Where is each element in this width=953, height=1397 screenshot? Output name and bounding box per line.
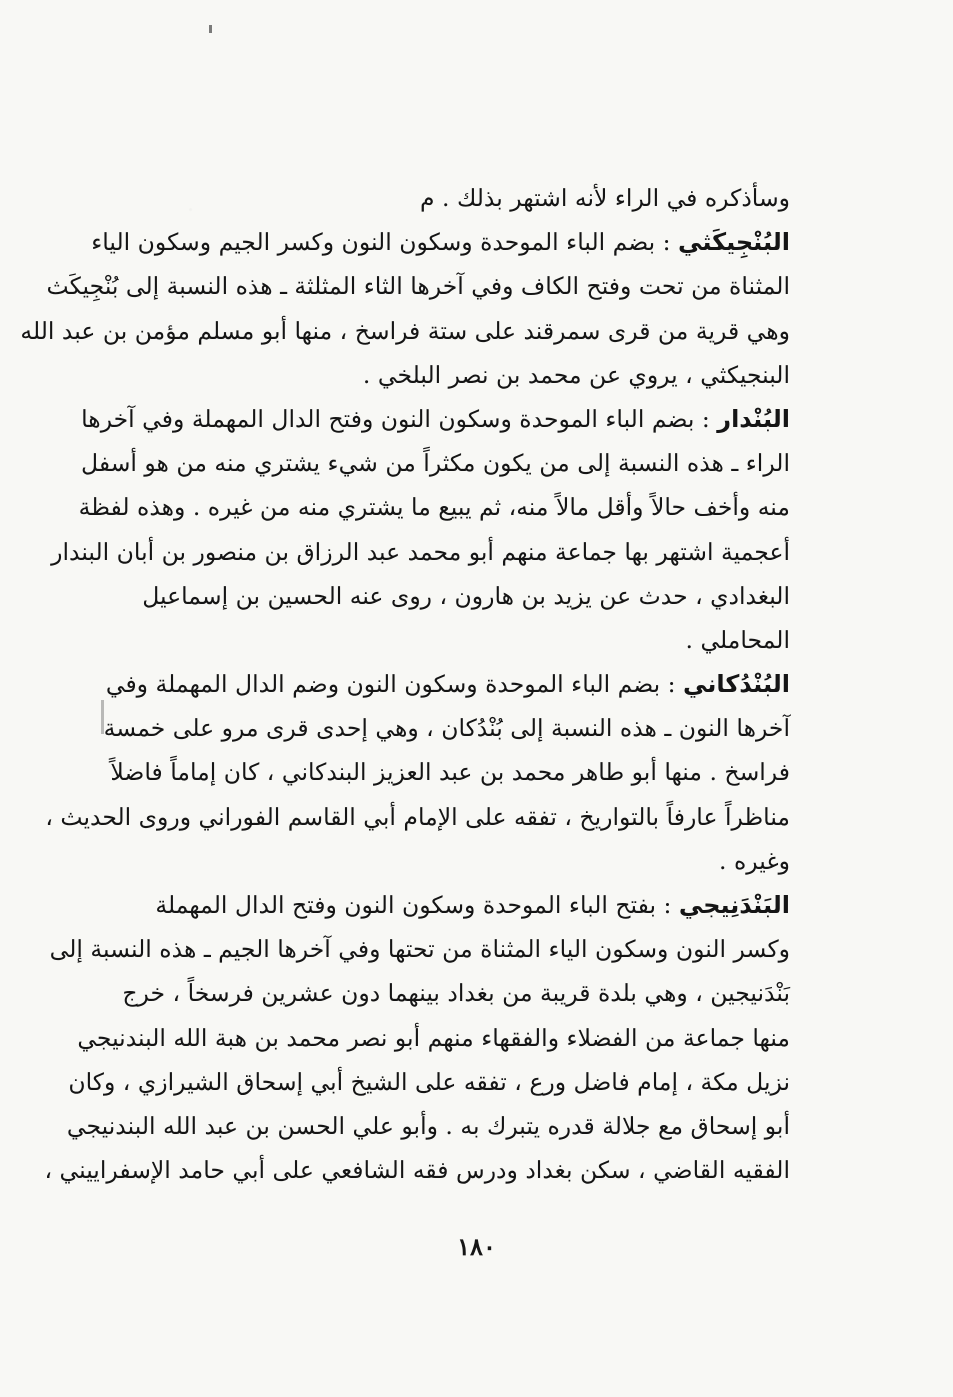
entry-line xyxy=(98,662,790,706)
entry-line: فراسخ . منها أبو طاهر محمد بن عبد العزيز البندكاني ، كان إماماً فاضلاً xyxy=(110,758,790,787)
entry-bundukani xyxy=(45,662,790,883)
entry-bandaniji xyxy=(44,883,790,1192)
entry-line: المحاملي . xyxy=(685,625,790,654)
arabic-dictionary-text xyxy=(20,176,790,1192)
entry-line: البنجيكثي ، يروي عن محمد بن نصر البلخي . xyxy=(362,360,790,389)
entry-text: : بضم الباء الموحدة وسكون النون وفتح الدال المهملة وفي آخرها xyxy=(81,404,718,433)
entry-line: منه وأخف حالاً وأقل مالاً منه، ثم يبيع ما يشتري منه من غيره . وهذه لفظة xyxy=(78,493,790,522)
entry-line: المثناة من تحت وفتح الكاف وفي آخرها الثاء المثلثة ـ هذه النسبة إلى بُنْجِيكَث xyxy=(46,272,790,301)
headword: البُنْدُكاني xyxy=(683,670,790,699)
headword: البَنْدَنِيجي xyxy=(678,891,790,919)
intro-line: وسأذكره في الراء لأنه اشتهر بذلك . م xyxy=(420,184,790,212)
entry-text: : بضم الباء الموحدة وسكون النون وضم الدال المهملة وفي xyxy=(105,670,684,699)
entry-line: الفقيه القاضي ، سكن بغداد ودرس فقه الشافعي على أبي حامد الإسفراييني ، xyxy=(44,1156,790,1185)
entry-line: وغيره . xyxy=(719,846,790,875)
entry-line xyxy=(91,220,790,264)
entry-line: البغدادي ، حدث عن يزيد بن هارون ، روى عنه الحسين بن إسماعيل xyxy=(142,581,790,610)
entry-line: وكسر النون وسكون الياء المثناة من تحتها وفي آخرها الجيم ـ هذه النسبة إلى xyxy=(49,935,790,964)
scan-mark-top xyxy=(209,25,212,33)
entry-line: منها جماعة من الفضلاء والفقهاء منهم أبو نصر محمد بن هبة الله البندنيجي xyxy=(77,1023,790,1052)
entry-line xyxy=(98,883,790,927)
entry-line: نزيل مكة ، إمام فاضل ورع ، تفقه على الشيخ أبي إسحاق الشيرازي ، وكان xyxy=(68,1067,790,1096)
entry-text: : بفتح الباء الموحدة وسكون النون وفتح الدال المهملة xyxy=(155,891,679,919)
entry-line xyxy=(81,397,790,441)
entry-line: وهي قرية من قرى سمرقند على ستة فراسخ ، منها أبو مسلم مؤمن بن عبد الله xyxy=(20,316,790,345)
entry-line: الراء ـ هذه النسبة إلى من يكون مكثراً من شيء يشتري منه من هو أسفل xyxy=(81,449,790,478)
entry-bundar xyxy=(51,397,790,662)
headword: البُنْجِيكَثي xyxy=(678,228,790,257)
headword: البُنْدار xyxy=(717,404,790,433)
entry-banjikathi xyxy=(20,220,790,397)
entry-line: آخرها النون ـ هذه النسبة إلى بُنْدُكان ، وهي إحدى قرى مرو على خمسة xyxy=(103,714,790,743)
entry-line: مناظراً عارفاً بالتواريخ ، تفقه على الإمام أبي القاسم الفوراني وروى الحديث ، xyxy=(45,802,790,831)
page-number: ١٨٠ xyxy=(457,1232,496,1261)
entry-line: بَنْدَنيجين ، وهي بلدة قريبة من بغداد بينهما دون عشرين فرسخاً ، خرج xyxy=(122,979,790,1008)
entry-line: أبو إسحاق مع جلالة قدره يتبرك به . وأبو علي الحسن بن عبد الله البندنيجي xyxy=(66,1111,790,1140)
entry-line: أعجمية اشتهر بها جماعة منهم أبو محمد عبد الرزاق بن منصور بن أبان البندار xyxy=(51,537,790,566)
entry-text: : بضم الباء الموحدة وسكون النون وكسر الجيم وسكون الياء xyxy=(91,228,679,257)
